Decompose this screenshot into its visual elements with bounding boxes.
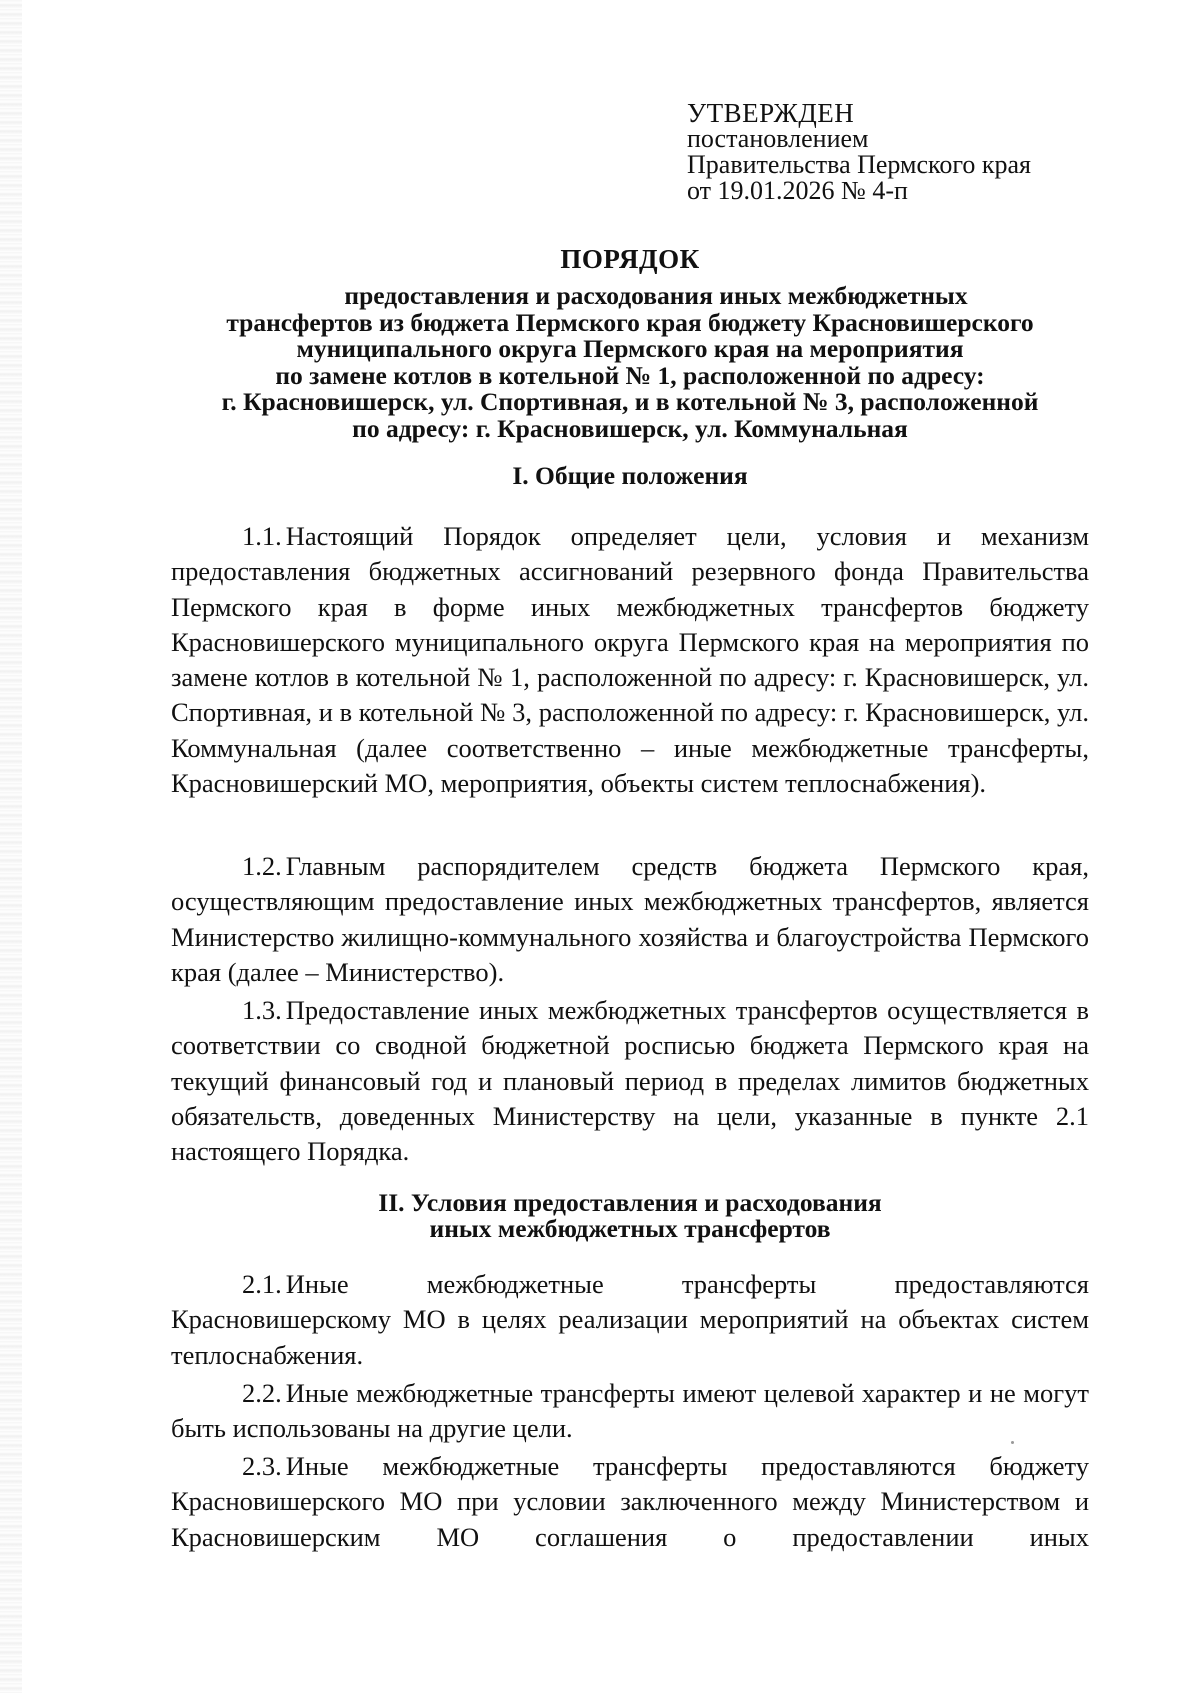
document-subtitle xyxy=(160,283,1100,442)
paragraph-text: Иные межбюджетные трансферты предоставляются бюджету Красновишерского МО при условии заключенного между Министерством и Красновишерским МО соглашения о предоставлении иных xyxy=(171,1451,1089,1552)
paragraph-number: 2.2. xyxy=(242,1378,282,1408)
subtitle-line-2: трансфертов из бюджета Пермского края бюджету Красновишерского xyxy=(226,307,1034,337)
section-2-title-line-1: II. Условия предоставления и расходования xyxy=(378,1188,882,1217)
paragraph-text: Настоящий Порядок определяет цели, условия и механизм предоставления бюджетных ассигнований резервного фонда Правительства Пермского края в форме иных межбюджетных трансфертов бюджету Красновишерского муниципального округа Пермского края на мероприятия по замене котлов в котельной № 1, расположенной по адресу: г. Красновишерск, ул. Спортивная, и в котельной № 3, расположенной по адресу: г. Красновишерск, ул. Коммунальная (далее соответственно – иные межбюджетные трансферты, Красновишерский МО, мероприятия, объекты систем теплоснабжения). xyxy=(171,521,1089,799)
paragraph-number: 1.3. xyxy=(242,995,282,1025)
subtitle-line-5: г. Красновишерск, ул. Спортивная, и в котельной № 3, расположенной xyxy=(221,387,1039,416)
approval-line-2: Правительства Пермского края xyxy=(687,150,1031,179)
document-title: ПОРЯДОК xyxy=(560,244,700,274)
paragraph-text: Предоставление иных межбюджетных трансфертов осуществляется в соответствии со сводной бюджетной росписью бюджета Пермского края на текущий финансовый год и плановый период в пределах лимитов бюджетных обязательств, доведенных Министерству на цели, указанные в пункте 2.1 настоящего Порядка. xyxy=(171,995,1089,1167)
paragraph-text: Иные межбюджетные трансферты предоставляются Красновишерскому МО в целях реализации мероприятий на объектах систем теплоснабжения. xyxy=(171,1269,1089,1370)
paragraph-number: 2.1. xyxy=(242,1269,282,1299)
subtitle-line-3: муниципального округа Пермского края на мероприятия xyxy=(296,334,964,363)
section-2-title-line-2: иных межбюджетных трансфертов xyxy=(429,1214,831,1243)
paragraph-1-3 xyxy=(171,993,1089,1169)
subtitle-line-4: по замене котлов в котельной № 1, расположенной по адресу: xyxy=(275,360,985,390)
approval-line-3: от 19.01.2026 № 4-п xyxy=(687,176,908,205)
paragraph-2-2 xyxy=(171,1376,1089,1447)
paragraph-1-1 xyxy=(171,519,1089,801)
subtitle-line-1: предоставления и расходования иных межбюджетных xyxy=(344,281,968,310)
approval-line-1: постановлением xyxy=(687,124,869,153)
paragraph-2-3 xyxy=(171,1449,1089,1555)
section-1-title: I. Общие положения xyxy=(512,461,748,490)
approval-heading: УТВЕРЖДЕН xyxy=(687,98,855,128)
subtitle-line-6: по адресу: г. Красновишерск, ул. Коммунальная xyxy=(352,413,908,443)
paragraph-text: Иные межбюджетные трансферты имеют целевой характер и не могут быть использованы на другие цели. xyxy=(171,1378,1089,1444)
paragraph-number: 1.2. xyxy=(242,851,282,881)
paragraph-1-2 xyxy=(171,849,1089,990)
paragraph-2-1 xyxy=(171,1267,1089,1373)
approval-stamp xyxy=(687,100,1107,204)
paragraph-number: 2.3. xyxy=(242,1451,282,1481)
section-2-title xyxy=(160,1190,1100,1242)
paragraph-text: Главным распорядителем средств бюджета Пермского края, осуществляющим предоставление иных межбюджетных трансфертов, является Министерство жилищно-коммунального хозяйства и благоустройства Пермского края (далее – Министерство). xyxy=(171,851,1089,987)
scan-speck xyxy=(1011,1441,1014,1444)
paragraph-number: 1.1. xyxy=(242,521,282,551)
